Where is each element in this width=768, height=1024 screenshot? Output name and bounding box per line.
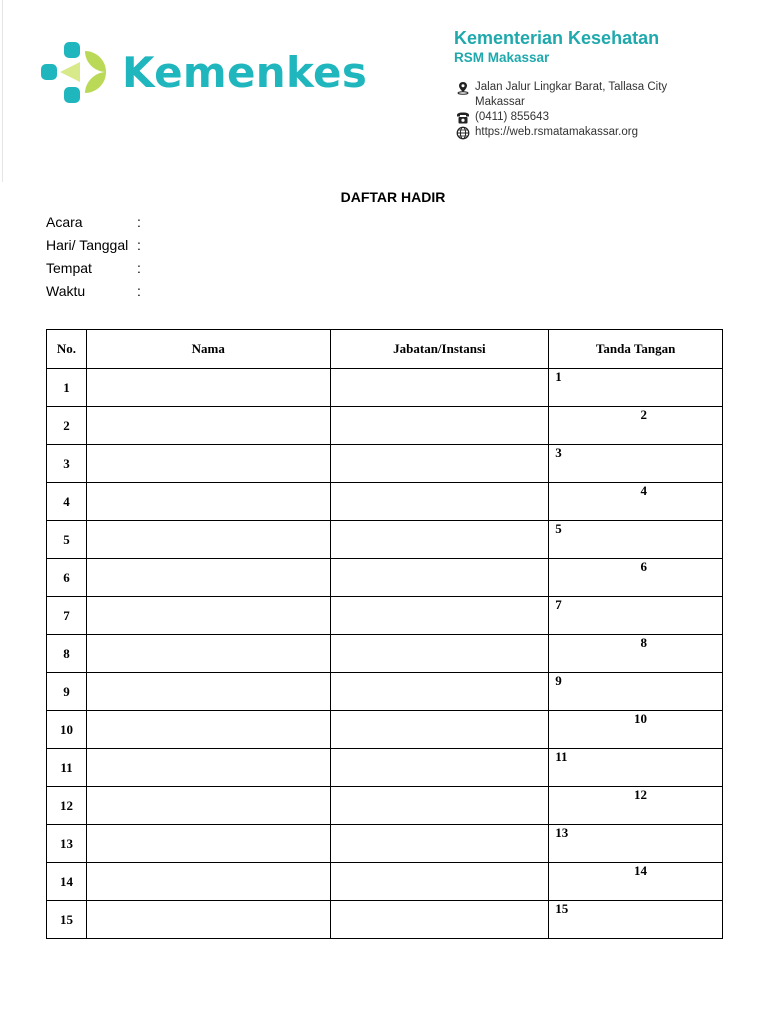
address-line1: Jalan Jalur Lingkar Barat, Tallasa City: [475, 81, 668, 93]
jabatan-instansi-cell[interactable]: [330, 787, 549, 825]
signature-number: 8: [640, 635, 647, 650]
table-row: [47, 597, 723, 635]
website-url: https://web.rsmatamakassar.org: [475, 126, 638, 138]
nama-cell[interactable]: [86, 673, 330, 711]
signature-cell[interactable]: [549, 863, 723, 901]
nama-cell[interactable]: [86, 445, 330, 483]
signature-number: 3: [555, 445, 562, 460]
row-number: 15: [47, 901, 87, 939]
table-row: [47, 445, 723, 483]
signature-number: 10: [634, 711, 647, 726]
nama-cell[interactable]: [86, 483, 330, 521]
row-number: 5: [47, 521, 87, 559]
signature-cell[interactable]: [549, 483, 723, 521]
row-number: 11: [47, 749, 87, 787]
signature-cell[interactable]: [549, 711, 723, 749]
field-label: Acara: [46, 214, 83, 230]
nama-cell[interactable]: [86, 521, 330, 559]
table-row: [47, 369, 723, 407]
phone-number: (0411) 855643: [475, 111, 549, 123]
nama-cell[interactable]: [86, 559, 330, 597]
signature-cell[interactable]: [549, 559, 723, 597]
jabatan-instansi-cell[interactable]: [330, 483, 549, 521]
signature-cell[interactable]: [549, 369, 723, 407]
table-header-row: [47, 330, 723, 369]
nama-cell[interactable]: [86, 597, 330, 635]
table-row: [47, 749, 723, 787]
signature-cell[interactable]: [549, 635, 723, 673]
nama-cell[interactable]: [86, 901, 330, 939]
header-no: No.: [47, 330, 87, 369]
nama-cell[interactable]: [86, 635, 330, 673]
nama-cell[interactable]: [86, 749, 330, 787]
table-row: [47, 521, 723, 559]
signature-number: 11: [555, 749, 568, 764]
signature-cell[interactable]: [549, 445, 723, 483]
nama-cell[interactable]: [86, 369, 330, 407]
address-row: [456, 80, 667, 95]
table-row: [47, 673, 723, 711]
jabatan-instansi-cell[interactable]: [330, 445, 549, 483]
unit-name: RSM Makassar: [454, 50, 550, 65]
phone-icon: [456, 111, 470, 125]
jabatan-instansi-cell[interactable]: [330, 369, 549, 407]
globe-icon: [456, 126, 470, 140]
row-number: 12: [47, 787, 87, 825]
table-row: [47, 635, 723, 673]
signature-cell[interactable]: [549, 749, 723, 787]
signature-number: 9: [555, 673, 562, 688]
field-colon: :: [137, 214, 141, 230]
jabatan-instansi-cell[interactable]: [330, 521, 549, 559]
row-number: 2: [47, 407, 87, 445]
signature-number: 2: [640, 407, 647, 422]
table-body: [47, 369, 723, 939]
table-row: [47, 787, 723, 825]
jabatan-instansi-cell[interactable]: [330, 635, 549, 673]
row-number: 4: [47, 483, 87, 521]
phone-row: [456, 110, 667, 125]
field-colon: :: [137, 260, 141, 276]
org-name: Kementerian Kesehatan: [454, 28, 660, 48]
jabatan-instansi-cell[interactable]: [330, 749, 549, 787]
signature-number: 15: [555, 901, 569, 916]
signature-number: 1: [555, 369, 562, 384]
signature-cell[interactable]: [549, 597, 723, 635]
signature-number: 7: [555, 597, 562, 612]
row-number: 1: [47, 369, 87, 407]
organization-block: [454, 27, 659, 67]
table-row: [47, 825, 723, 863]
event-info-fields: [46, 213, 141, 305]
row-number: 6: [47, 559, 87, 597]
jabatan-instansi-cell[interactable]: [330, 711, 549, 749]
signature-number: 4: [640, 483, 647, 498]
row-number: 13: [47, 825, 87, 863]
row-number: 10: [47, 711, 87, 749]
row-number: 14: [47, 863, 87, 901]
nama-cell[interactable]: [86, 711, 330, 749]
field-hari-tanggal: [46, 236, 141, 259]
table-row: [47, 901, 723, 939]
page-edge-line: [2, 0, 3, 182]
contact-block: [456, 80, 667, 140]
jabatan-instansi-cell[interactable]: [330, 863, 549, 901]
nama-cell[interactable]: [86, 863, 330, 901]
field-acara: [46, 213, 141, 236]
header-tanda-tangan: Tanda Tangan: [549, 330, 723, 369]
table-row: [47, 711, 723, 749]
row-number: 9: [47, 673, 87, 711]
nama-cell[interactable]: [86, 407, 330, 445]
website-row: [456, 125, 667, 140]
signature-number: 13: [555, 825, 569, 840]
signature-cell[interactable]: [549, 825, 723, 863]
field-label: Tempat: [46, 260, 92, 276]
signature-number: 14: [634, 863, 647, 878]
signature-number: 6: [640, 559, 647, 574]
field-label: Hari/ Tanggal: [46, 237, 129, 253]
jabatan-instansi-cell[interactable]: [330, 825, 549, 863]
table-row: [47, 483, 723, 521]
row-number: 3: [47, 445, 87, 483]
signature-cell[interactable]: [549, 787, 723, 825]
attendance-table: [46, 329, 723, 939]
document-title: DAFTAR HADIR: [340, 189, 446, 205]
field-colon: :: [137, 283, 141, 299]
table-row: [47, 559, 723, 597]
table-row: [47, 863, 723, 901]
jabatan-instansi-cell[interactable]: [330, 407, 549, 445]
field-label: Waktu: [46, 283, 86, 299]
row-number: 8: [47, 635, 87, 673]
field-colon: :: [137, 237, 141, 253]
logo-wordmark: Kemenkes: [122, 48, 368, 97]
jabatan-instansi-cell[interactable]: [330, 559, 549, 597]
location-pin-icon: [456, 81, 470, 95]
jabatan-instansi-cell[interactable]: [330, 901, 549, 939]
signature-cell[interactable]: [549, 673, 723, 711]
signature-cell[interactable]: [549, 521, 723, 559]
header-nama: Nama: [86, 330, 330, 369]
nama-cell[interactable]: [86, 787, 330, 825]
jabatan-instansi-cell[interactable]: [330, 597, 549, 635]
table-row: [47, 407, 723, 445]
nama-cell[interactable]: [86, 825, 330, 863]
address-line2: Makassar: [475, 96, 525, 108]
address-city-row: [456, 95, 667, 110]
header-jabatan-instansi: Jabatan/Instansi: [330, 330, 549, 369]
kemenkes-logo-icon: [40, 40, 108, 106]
signature-cell[interactable]: [549, 407, 723, 445]
signature-number: 5: [555, 521, 562, 536]
jabatan-instansi-cell[interactable]: [330, 673, 549, 711]
field-tempat: [46, 259, 141, 282]
row-number: 7: [47, 597, 87, 635]
signature-number: 12: [634, 787, 647, 802]
field-waktu: [46, 282, 141, 305]
signature-cell[interactable]: [549, 901, 723, 939]
